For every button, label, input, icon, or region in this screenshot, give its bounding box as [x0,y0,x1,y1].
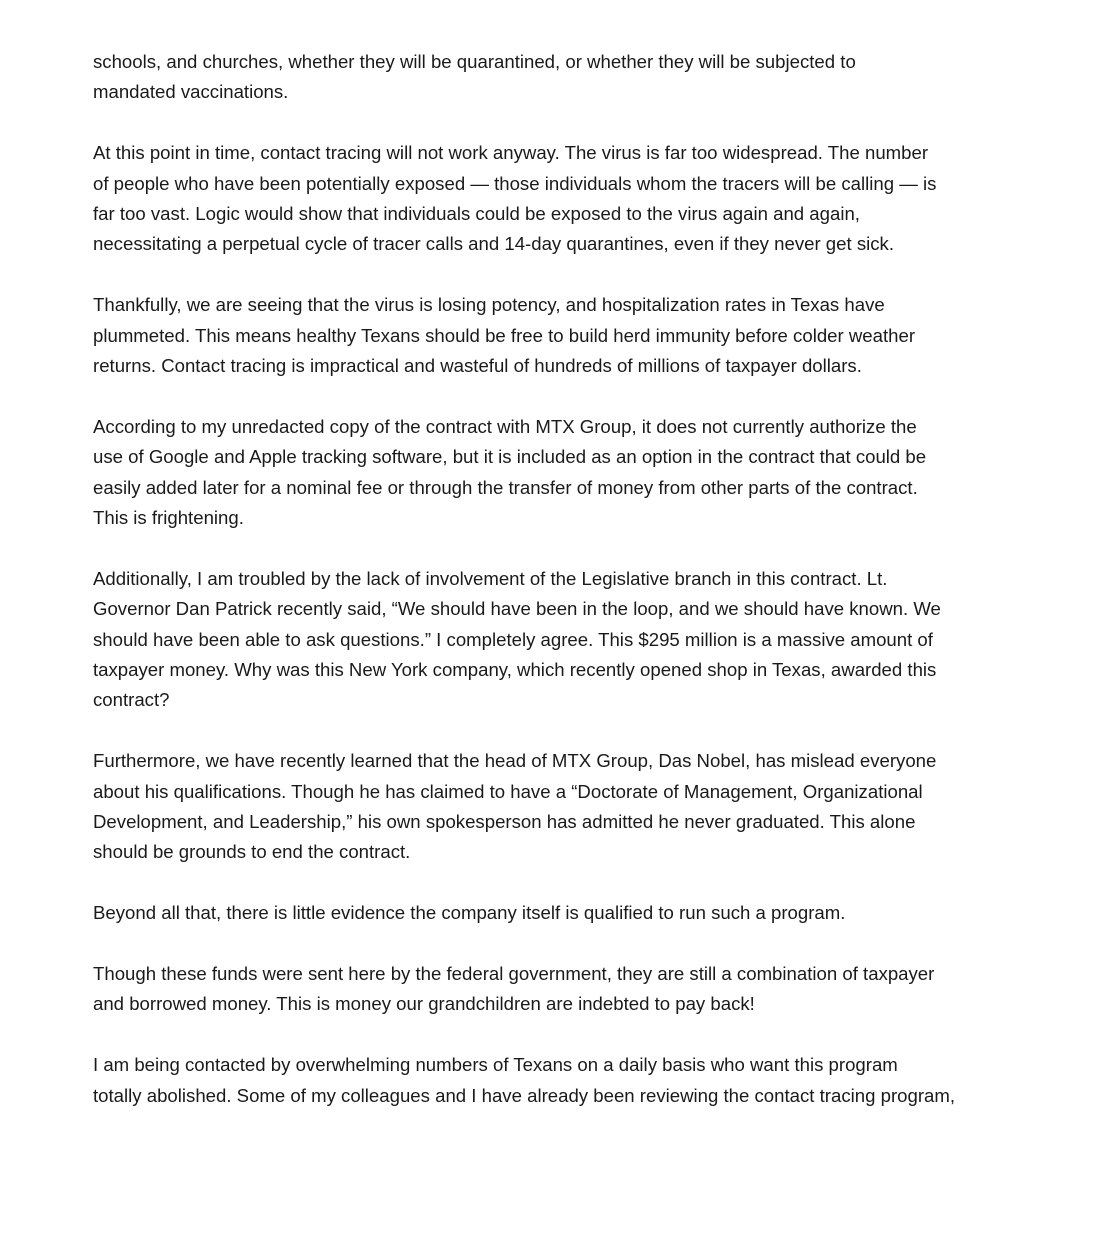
text-line: This is frightening. [93,507,244,529]
paragraph-8 [93,959,1018,1020]
paragraph-5 [93,564,1018,716]
paragraph-3 [93,290,1018,381]
text-line: contract? [93,689,170,711]
paragraph-6 [93,746,1018,868]
text-line: schools, and churches, whether they will be quarantined, or whether they will be subjected to [93,51,856,72]
text-line: easily added later for a nominal fee or through the transfer of money from other parts of the contract. [93,476,918,498]
text-line: far too vast. Logic would show that individuals could be exposed to the virus again and again, [93,203,860,225]
text-line: According to my unredacted copy of the contract with MTX Group, it does not currently authorize the [93,415,917,437]
text-line: use of Google and Apple tracking software, but it is included as an option in the contract that could be [93,446,927,468]
text-line: totally abolished. Some of my colleagues and I have already been reviewing the contact tracing program, [93,1084,956,1106]
paragraph-9 [93,1050,1018,1111]
text-line: At this point in time, contact tracing will not work anyway. The virus is far too widespread. The number [93,142,929,164]
text-line: necessitating a perpetual cycle of tracer calls and 14-day quarantines, even if they never get sick. [93,233,895,255]
text-line: Beyond all that, there is little evidence the company itself is qualified to run such a program. [93,902,846,924]
text-line: plummeted. This means healthy Texans should be free to build herd immunity before colder weather [93,324,916,346]
paragraph-2 [93,138,1018,260]
text-line: about his qualifications. Though he has claimed to have a “Doctorate of Management, Organizational [93,780,923,802]
text-line: Thankfully, we are seeing that the virus is losing potency, and hospitalization rates in Texas have [93,294,885,316]
text-line: Governor Dan Patrick recently said, “We should have been in the loop, and we should have known. We [93,598,941,620]
text-line: returns. Contact tracing is impractical and wasteful of hundreds of millions of taxpayer dollars. [93,355,862,377]
text-line: of people who have been potentially exposed — those individuals whom the tracers will be calling — is [93,172,937,194]
text-line: should have been able to ask questions.” I completely agree. This $295 million is a massive amount of [93,628,933,650]
text-line: Though these funds were sent here by the federal government, they are still a combination of taxpayer [93,963,935,985]
text-line: Development, and Leadership,” his own spokesperson has admitted he never graduated. This alone [93,811,916,833]
text-line: taxpayer money. Why was this New York company, which recently opened shop in Texas, awarded this [93,659,937,681]
text-line: I am being contacted by overwhelming numbers of Texans on a daily basis who want this program [93,1054,898,1076]
text-line: should be grounds to end the contract. [93,841,411,863]
text-line: and borrowed money. This is money our grandchildren are indebted to pay back! [93,993,755,1015]
text-line: Furthermore, we have recently learned that the head of MTX Group, Das Nobel, has mislead everyone [93,750,937,772]
paragraph-7 [93,898,1018,928]
paragraph-4 [93,412,1018,534]
document-body [93,47,1018,1111]
text-line: Additionally, I am troubled by the lack of involvement of the Legislative branch in this contract. Lt. [93,567,888,589]
text-line: mandated vaccinations. [93,81,289,103]
paragraph-1 [93,47,1018,108]
